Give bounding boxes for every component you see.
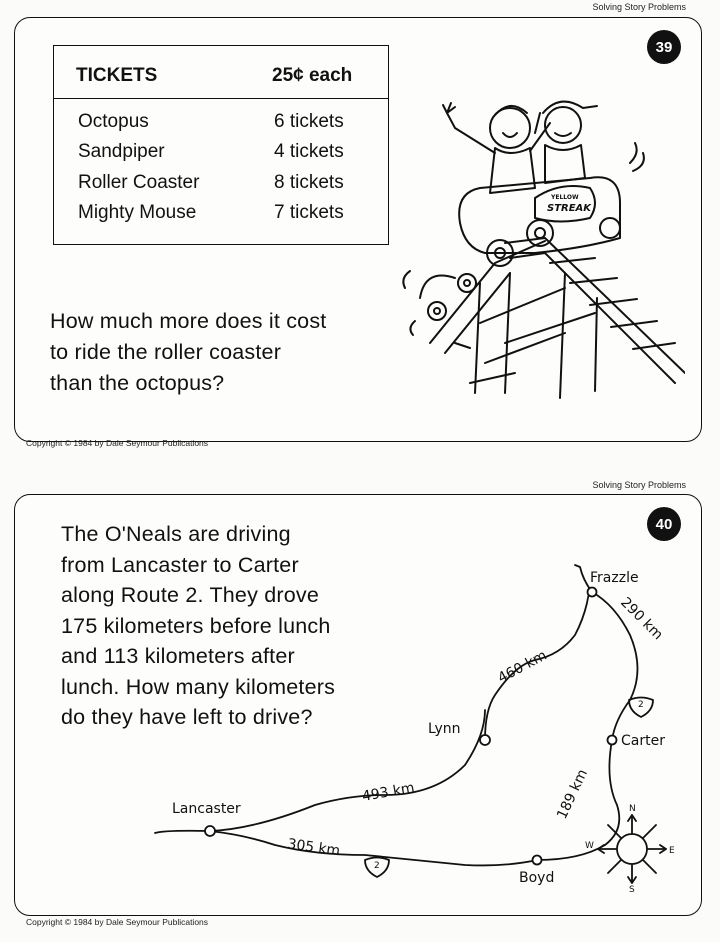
town-marker-frazzle bbox=[588, 588, 597, 597]
ride-name: Mighty Mouse bbox=[78, 202, 197, 223]
series-title: Solving Story Problems bbox=[592, 480, 686, 490]
compass-south: S bbox=[629, 885, 635, 895]
route-map bbox=[15, 495, 701, 915]
question-line: How much more does it cost bbox=[50, 309, 327, 333]
town-marker-lynn bbox=[480, 735, 490, 745]
distance-label: 290 km bbox=[617, 594, 666, 644]
distance-label: 189 km bbox=[554, 766, 591, 822]
question-line: The O'Neals are driving bbox=[61, 522, 291, 546]
question-line: lunch. How many kilometers bbox=[61, 674, 336, 699]
ticket-price: 25¢ each bbox=[272, 65, 353, 86]
compass-west: W bbox=[585, 841, 594, 851]
ride-tickets: 7 tickets bbox=[274, 202, 344, 223]
distance-label: 305 km bbox=[286, 836, 342, 860]
question-line: 175 kilometers before lunch bbox=[61, 613, 331, 638]
town-label-carter: Carter bbox=[621, 733, 665, 749]
town-label-lynn: Lynn bbox=[428, 721, 461, 737]
question-line: from Lancaster to Carter bbox=[61, 552, 299, 577]
problem-card-40 bbox=[14, 494, 702, 916]
route-number: 2 bbox=[374, 861, 380, 871]
town-label-lancaster: Lancaster bbox=[172, 801, 241, 817]
route-number: 2 bbox=[638, 700, 644, 710]
ticket-table-header bbox=[54, 46, 388, 99]
town-marker-carter bbox=[608, 736, 617, 745]
ride-tickets: 8 tickets bbox=[274, 172, 344, 193]
question-text bbox=[50, 306, 430, 399]
problem-card-39 bbox=[14, 17, 702, 442]
town-marker-lancaster bbox=[205, 826, 215, 836]
problem-number-badge: 39 bbox=[647, 30, 681, 64]
town-marker-boyd bbox=[533, 856, 542, 865]
ride-tickets: 6 tickets bbox=[274, 111, 344, 132]
ticket-price-table bbox=[53, 45, 389, 245]
car-label-main: STREAK bbox=[547, 203, 592, 214]
question-line: than the octopus? bbox=[50, 371, 225, 395]
car-label-small: YELLOW bbox=[551, 194, 579, 201]
compass-east: E bbox=[669, 846, 675, 856]
ride-name: Octopus bbox=[78, 111, 149, 132]
problem-number-badge: 40 bbox=[647, 507, 681, 541]
roller-coaster-illustration bbox=[385, 73, 685, 403]
copyright: Copyright © 1984 by Dale Seymour Publications bbox=[26, 917, 209, 927]
copyright: Copyright © 1984 by Dale Seymour Publications bbox=[26, 438, 209, 448]
compass-north: N bbox=[629, 804, 636, 814]
question-line: do they have left to drive? bbox=[61, 705, 313, 729]
ticket-table-heading: TICKETS bbox=[76, 65, 158, 86]
ride-name: Roller Coaster bbox=[78, 172, 200, 193]
compass-rose-icon bbox=[598, 815, 666, 883]
ride-tickets: 4 tickets bbox=[274, 141, 344, 162]
ride-name: Sandpiper bbox=[78, 141, 165, 162]
distance-label: 460 km bbox=[495, 647, 550, 687]
question-line: and 113 kilometers after bbox=[61, 644, 295, 668]
question-line: along Route 2. They drove bbox=[61, 583, 319, 607]
town-label-boyd: Boyd bbox=[519, 870, 555, 886]
distance-label: 493 km bbox=[360, 779, 416, 805]
town-label-frazzle: Frazzle bbox=[590, 570, 639, 586]
series-title: Solving Story Problems bbox=[592, 2, 686, 12]
question-line: to ride the roller coaster bbox=[50, 340, 282, 364]
